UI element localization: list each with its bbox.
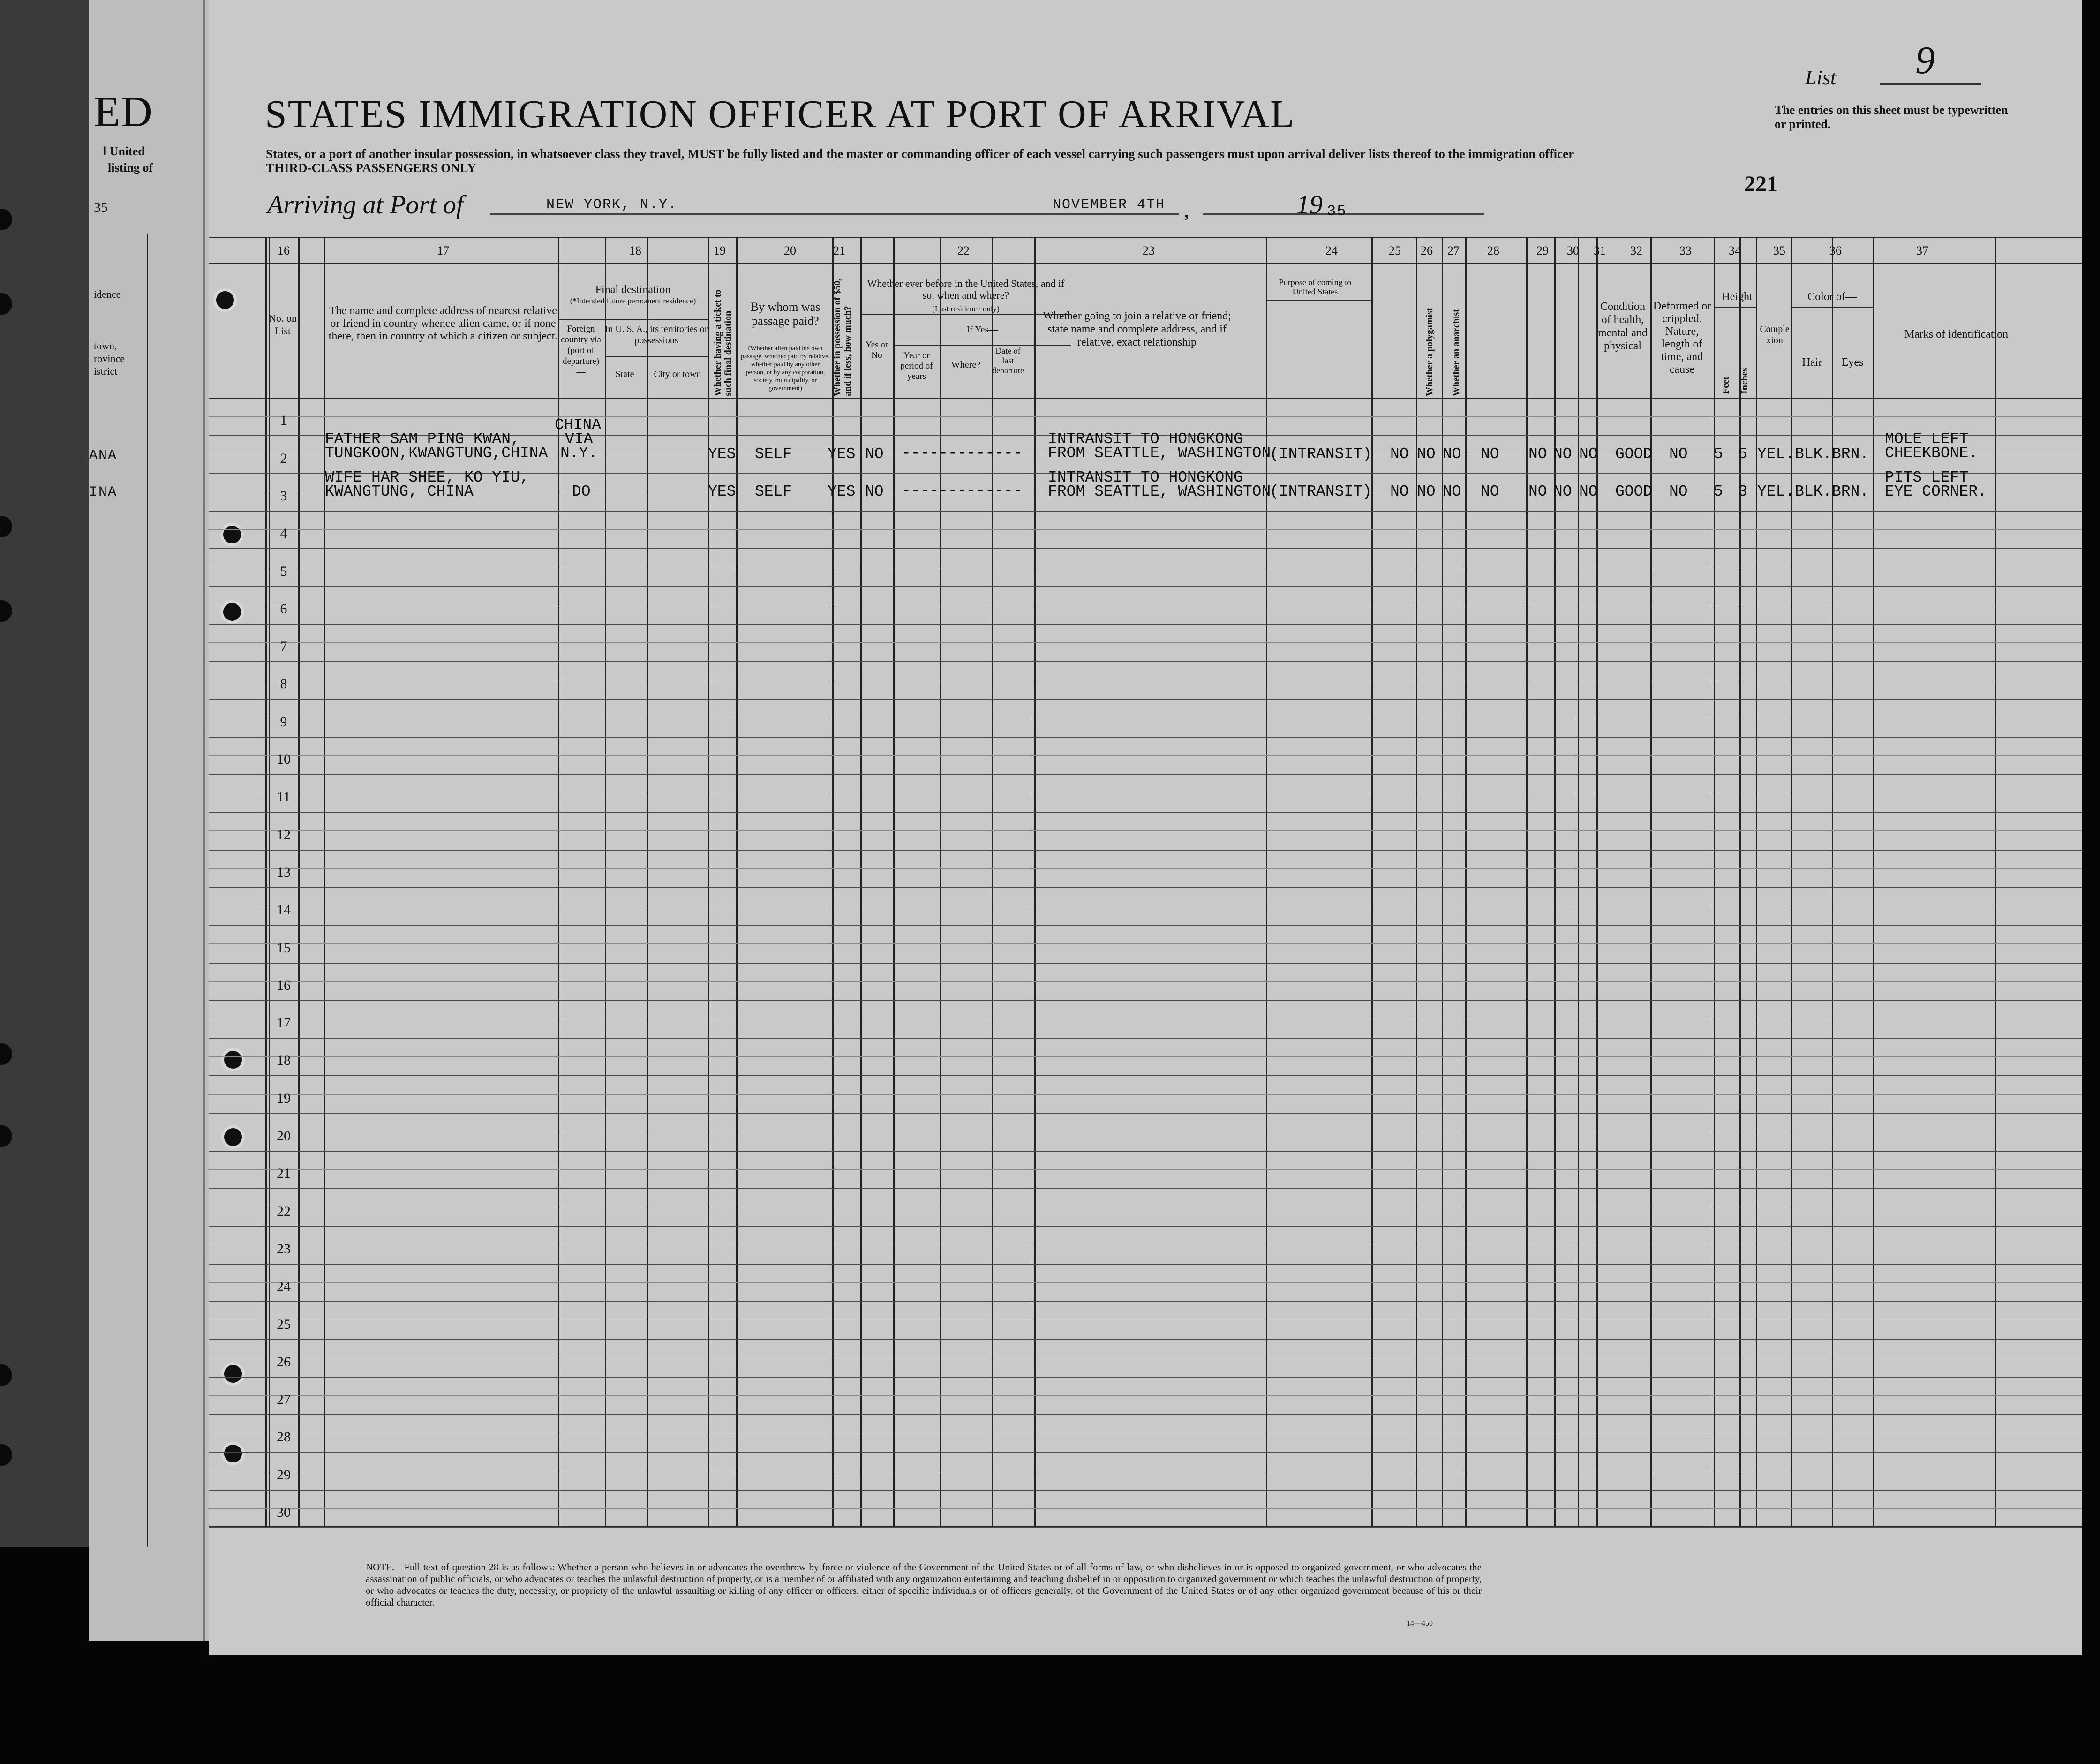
row-number: 6 — [280, 601, 287, 617]
c25-cell: NO — [1390, 445, 1409, 463]
row-number: 30 — [277, 1505, 291, 1520]
row-number: 11 — [277, 789, 291, 805]
header-where: Where? — [951, 360, 981, 370]
row-number: 1 — [280, 413, 287, 429]
via-cell: N.Y. — [560, 445, 598, 462]
column-rule — [860, 237, 862, 1526]
row-midrule — [209, 981, 2082, 982]
column-rule — [708, 237, 709, 1526]
port-line — [490, 213, 1179, 215]
ticket-cell: YES — [708, 445, 736, 463]
punch-hole — [221, 1125, 245, 1149]
money-cell: YES — [828, 483, 856, 500]
row-number: 16 — [277, 977, 291, 993]
punch-hole — [0, 1444, 12, 1466]
punch-hole — [221, 1048, 245, 1071]
c27-cell: NO — [1443, 483, 1461, 500]
marks-cell: PITS LEFT — [1885, 469, 1969, 486]
column-number: 28 — [1487, 244, 1499, 257]
stamp-number: 221 — [1744, 172, 1778, 196]
header-in-usa: In U. S. A., its territories or possessions — [605, 324, 708, 346]
column-rule — [1266, 237, 1267, 1526]
row-midrule — [209, 1508, 2082, 1509]
row-rule — [209, 774, 2082, 775]
header-height: Height — [1722, 291, 1753, 303]
column-rule — [1442, 237, 1443, 1526]
previous-page-edge — [89, 0, 211, 1641]
column-rule — [736, 237, 738, 1526]
row-number: 13 — [277, 864, 291, 880]
header-relative: The name and complete address of nearest relative or friend in country whence alien came, or if none there, then in country of which a citizen or subject. — [328, 305, 558, 342]
row-rule — [209, 925, 2082, 926]
row-rule — [209, 963, 2082, 964]
punch-hole — [221, 1362, 245, 1386]
fragment-text: l United — [103, 144, 145, 158]
column-rule — [269, 237, 270, 1526]
column-number: 18 — [629, 244, 641, 257]
punch-hole — [213, 288, 237, 312]
column-rule — [1554, 237, 1556, 1526]
fragment-text: listing of — [108, 161, 153, 174]
c25-cell: NO — [1390, 483, 1409, 500]
header-years: Year or period of years — [900, 351, 933, 381]
row-rule — [209, 1490, 2082, 1491]
column-number: 21 — [833, 244, 845, 257]
row-rule — [209, 699, 2082, 700]
header-date-departure: Date of last departure — [992, 346, 1024, 375]
row-number: 27 — [277, 1392, 291, 1408]
binding-strip — [0, 0, 89, 1547]
row-rule — [209, 1527, 2082, 1528]
fragment-text: town, — [94, 340, 117, 352]
row-rule — [209, 1377, 2082, 1378]
c30-cell: NO — [1553, 483, 1572, 500]
typewritten-note: The entries on this sheet must be typewritten or printed. — [1775, 103, 2008, 131]
colnum-divider — [209, 263, 2082, 264]
column-number: 32 — [1630, 244, 1642, 257]
header-yes-no: Yes or No — [865, 340, 888, 360]
row-number: 24 — [277, 1279, 291, 1295]
rule — [147, 234, 148, 1547]
header-ever-before: Whether ever before in the United States, and if so, when and where? — [867, 278, 1065, 301]
column-number: 25 — [1389, 244, 1401, 257]
header-final-destination: Final destination — [595, 284, 671, 296]
column-rule — [1832, 237, 1833, 1526]
row-rule — [209, 1075, 2082, 1076]
column-number: 26 — [1421, 244, 1433, 257]
row-midrule — [209, 755, 2082, 756]
header-final-destination-sub: (*Intended future permanent residence) — [570, 296, 696, 305]
joining-cell: INTRANSIT TO HONGKONG — [1048, 430, 1243, 448]
header-state: State — [615, 369, 634, 379]
eyes-cell: BRN. — [1832, 483, 1869, 500]
year-prefix: 19 — [1296, 190, 1323, 219]
condition-cell: GOOD — [1615, 483, 1653, 500]
fragment-text: INA — [89, 484, 118, 500]
money-cell: YES — [828, 445, 856, 463]
header-anarchist: Whether an anarchist — [1451, 309, 1461, 396]
row-rule — [209, 1113, 2082, 1114]
header-polygamist: Whether a polygamist — [1424, 308, 1435, 396]
row-midrule — [209, 1169, 2082, 1170]
feet-cell: 5 — [1714, 483, 1723, 500]
row-number: 18 — [277, 1053, 291, 1069]
row-rule — [209, 1038, 2082, 1039]
c31-cell: NO — [1579, 445, 1598, 463]
row-number: 17 — [277, 1015, 291, 1031]
column-rule — [1465, 237, 1467, 1526]
c28-cell: NO — [1481, 483, 1499, 500]
row-midrule — [209, 943, 2082, 944]
header-hair: Hair — [1802, 356, 1822, 369]
complexion-cell: YEL. — [1757, 445, 1795, 463]
date-value: NOVEMBER 4TH — [1053, 197, 1166, 213]
ticket-cell: YES — [708, 483, 736, 500]
column-rule — [1739, 237, 1741, 1526]
row-rule — [209, 1188, 2082, 1189]
purpose-cell: (INTRANSIT) — [1270, 445, 1372, 463]
row-rule — [209, 1339, 2082, 1340]
row-rule — [209, 850, 2082, 851]
header-divider — [209, 398, 2082, 399]
fragment-heading: ED — [94, 88, 153, 136]
header-condition: Condition of health, mental and physical — [1598, 301, 1648, 352]
manifest-sheet — [209, 0, 2082, 1655]
row-rule — [209, 1301, 2082, 1302]
header-no-on-list: No. on List — [269, 312, 297, 337]
c27-cell: NO — [1443, 445, 1461, 463]
c26-cell: NO — [1417, 445, 1436, 463]
column-rule — [1416, 237, 1417, 1526]
table-top-border — [209, 237, 2082, 238]
fragment-text: 35 — [94, 200, 108, 215]
header-feet: Feet — [1721, 377, 1731, 394]
header-joining: Whether going to join a relative or friend; state name and complete address, and if relative, exact relationship — [1043, 310, 1231, 348]
column-number: 19 — [714, 244, 726, 257]
row-midrule — [209, 830, 2082, 831]
marks-cell: EYE CORNER. — [1885, 483, 1987, 500]
list-number: 9 — [1915, 38, 1935, 82]
row-rule — [209, 887, 2082, 888]
row-rule — [209, 737, 2082, 738]
row-number: 28 — [277, 1429, 291, 1445]
header-subrule — [605, 356, 708, 357]
row-number: 15 — [277, 940, 291, 956]
column-number: 37 — [1916, 244, 1928, 257]
eyes-cell: BRN. — [1832, 445, 1869, 463]
year-suffix: 35 — [1327, 203, 1347, 220]
ever-before-cell: NO — [865, 483, 884, 500]
punch-hole — [220, 600, 244, 624]
header-if-yes: If Yes— — [966, 324, 998, 335]
column-rule — [298, 237, 300, 1526]
column-rule — [1714, 237, 1715, 1526]
footer-note: NOTE.—Full text of question 28 is as follows: Whether a person who believes in or advocates the overthrow by force or violence of the Government of the United States or of all forms of law, or who disbelieves in or is opposed to organized government, or who advocates the assassination of public officials, or who advocates or teaches the unlawful destruction of property, or is a member of or affiliated with any organization entertaining and teaching disbelief in or opposition to organized government or which teaches the unlawful destruction of property, or who advocates or teaches the duty, necessity, or propriety of the unlawful assaulting or killing of any officer or officers, either of specific individuals or of officers generally, of the Government of the United States or of any other organized government because of his or their official character. — [366, 1561, 1482, 1608]
paid-by-cell: SELF — [755, 445, 792, 463]
column-rule — [1791, 237, 1792, 1526]
fragment-text: rovince — [94, 353, 125, 364]
row-rule — [209, 1264, 2082, 1265]
row-number: 4 — [280, 526, 287, 542]
column-rule — [1873, 237, 1874, 1526]
relative-cell: FATHER SAM PING KWAN, — [325, 430, 520, 448]
row-rule — [209, 1151, 2082, 1152]
c31-cell: NO — [1579, 483, 1598, 500]
page-title: STATES IMMIGRATION OFFICER AT PORT OF ARRIVAL — [265, 92, 1295, 136]
row-number: 25 — [277, 1316, 291, 1332]
header-passage-paid-sub: (Whether alien paid his own passage, whether paid by relative, whether paid by any other person, or by any corporation, society, municipality, or government) — [741, 345, 830, 392]
row-number: 20 — [277, 1128, 291, 1144]
row-rule — [209, 586, 2082, 587]
row-midrule — [209, 1056, 2082, 1057]
row-number: 23 — [277, 1241, 291, 1257]
header-city: City or town — [654, 369, 701, 379]
list-underline — [1880, 83, 1981, 85]
deformed-cell: NO — [1669, 483, 1688, 500]
column-rule — [832, 237, 834, 1526]
row-rule — [209, 624, 2082, 625]
row-number: 22 — [277, 1203, 291, 1219]
row-number: 29 — [277, 1467, 291, 1483]
inches-cell: 3 — [1738, 483, 1747, 500]
deformed-cell: NO — [1669, 445, 1688, 463]
punch-hole — [0, 1125, 12, 1147]
list-label: List — [1805, 66, 1837, 89]
header-deformed: Deformed or crippled. Nature, length of time, and cause — [1653, 300, 1711, 376]
column-rule — [1756, 237, 1757, 1526]
marks-cell: MOLE LEFT — [1885, 430, 1969, 448]
row-midrule — [209, 1282, 2082, 1283]
punch-hole — [0, 1043, 12, 1065]
fragment-text: ANA — [89, 448, 118, 464]
column-number: 33 — [1679, 244, 1692, 257]
column-rule — [1596, 237, 1598, 1526]
c29-cell: NO — [1528, 445, 1547, 463]
header-subrule — [558, 319, 708, 320]
row-number: 12 — [277, 827, 291, 843]
c28-cell: NO — [1481, 445, 1499, 463]
header-subrule — [1266, 300, 1371, 301]
fragment-text: istrict — [94, 365, 118, 377]
column-rule — [1650, 237, 1652, 1526]
port-value: NEW YORK, N.Y. — [546, 197, 678, 213]
fragment-text: idence — [94, 288, 121, 300]
paid-by-cell: SELF — [755, 483, 792, 500]
joining-cell: FROM SEATTLE, WASHINGTON — [1048, 445, 1271, 462]
row-number: 3 — [280, 488, 287, 504]
column-number: 35 — [1773, 244, 1785, 257]
class-line: THIRD-CLASS PASSENGERS ONLY — [266, 161, 476, 175]
header-purpose: Purpose of coming to United States — [1279, 278, 1352, 296]
punch-hole — [0, 1364, 12, 1386]
relative-cell: TUNGKOON,KWANGTUNG,CHINA — [325, 445, 548, 462]
row-number: 21 — [277, 1166, 291, 1182]
marks-cell: CHEEKBONE. — [1885, 445, 1978, 462]
column-rule — [1371, 237, 1373, 1526]
joining-cell: FROM SEATTLE, WASHINGTON — [1048, 483, 1271, 500]
punch-hole — [0, 293, 12, 315]
punch-hole — [220, 523, 244, 546]
column-number: 23 — [1143, 244, 1155, 257]
dash-cell: ------------- — [902, 482, 1023, 499]
hair-cell: BLK. — [1795, 483, 1832, 500]
column-rule — [893, 237, 895, 1526]
header-marks: Marks of identification — [1904, 328, 2009, 340]
punch-hole — [0, 600, 12, 622]
punch-hole — [0, 209, 12, 230]
header-inches: Inches — [1739, 368, 1750, 394]
row-number: 5 — [280, 563, 287, 579]
header-foreign-country: Foreign country via (port of departure)— — [560, 324, 601, 377]
row-midrule — [209, 1094, 2082, 1095]
form-number: 14—450 — [1407, 1620, 1433, 1628]
punch-hole — [0, 516, 12, 537]
row-midrule — [209, 416, 2082, 417]
c30-cell: NO — [1553, 445, 1572, 463]
row-number: 26 — [277, 1354, 291, 1370]
relative-cell: KWANGTUNG, CHINA — [325, 483, 474, 500]
column-rule — [940, 237, 941, 1526]
row-number: 14 — [277, 902, 291, 918]
row-rule — [209, 548, 2082, 549]
column-number: 27 — [1447, 244, 1460, 257]
row-rule — [209, 1414, 2082, 1415]
via-cell: DO — [572, 483, 591, 500]
purpose-cell: (INTRANSIT) — [1270, 483, 1372, 500]
column-number: 22 — [957, 244, 970, 257]
row-midrule — [209, 868, 2082, 869]
row-number: 7 — [280, 639, 287, 655]
c29-cell: NO — [1528, 483, 1547, 500]
ever-before-cell: NO — [865, 445, 884, 463]
column-rule — [265, 237, 267, 1526]
column-rule — [992, 237, 993, 1526]
row-rule — [209, 1000, 2082, 1001]
header-possession: Whether in possession of $50, and if less, how much? — [832, 278, 853, 396]
column-number: 24 — [1325, 244, 1338, 257]
column-rule — [605, 237, 606, 1526]
header-subrule — [1714, 307, 1756, 308]
header-eyes: Eyes — [1841, 356, 1864, 369]
c26-cell: NO — [1417, 483, 1436, 500]
column-number: 36 — [1829, 244, 1842, 257]
relative-cell: WIFE HAR SHEE, KO YIU, — [325, 469, 529, 486]
joining-cell: INTRANSIT TO HONGKONG — [1048, 469, 1243, 486]
header-subrule — [1791, 307, 1873, 308]
column-number: 20 — [784, 244, 796, 257]
column-rule — [1034, 237, 1036, 1526]
column-rule — [647, 237, 648, 1526]
arriving-label: Arriving at Port of — [267, 190, 464, 219]
row-number: 19 — [277, 1090, 291, 1106]
row-rule — [209, 1452, 2082, 1453]
row-rule — [209, 812, 2082, 813]
hair-cell: BLK. — [1795, 445, 1832, 463]
header-color-of: Color of— — [1807, 291, 1857, 303]
column-number: 16 — [278, 244, 290, 257]
row-number: 8 — [280, 676, 287, 692]
header-ticket: Whether having a ticket to such final destination — [713, 289, 733, 396]
row-midrule — [209, 642, 2082, 643]
column-rule — [1995, 237, 1996, 1526]
complexion-cell: YEL. — [1757, 483, 1795, 500]
row-rule — [209, 661, 2082, 662]
via-cell: VIA — [565, 430, 593, 448]
column-number: 30 — [1567, 244, 1579, 257]
row-number: 10 — [277, 752, 291, 767]
row-rule — [209, 511, 2082, 512]
column-rule — [1578, 237, 1579, 1526]
column-number: 29 — [1536, 244, 1549, 257]
header-complexion: Complexion — [1760, 324, 1790, 346]
condition-cell: GOOD — [1615, 445, 1653, 463]
row-midrule — [209, 1395, 2082, 1396]
punch-hole — [221, 1442, 245, 1465]
column-number: 31 — [1594, 244, 1606, 257]
inches-cell: 5 — [1738, 445, 1747, 463]
row-number: 2 — [280, 450, 287, 466]
column-number: 17 — [437, 244, 449, 257]
dash-cell: ------------- — [902, 445, 1023, 462]
column-rule — [1526, 237, 1528, 1526]
header-ever-before-sub: (Last residence only) — [932, 304, 1000, 313]
instruction-text: States, or a port of another insular possession, in whatsoever class they travel, MUST be fully listed and the master or commanding officer of each vessel carrying such passengers must upon arrival deliver lists thereof to the immigration officer — [266, 147, 1574, 161]
via-cell: CHINA — [555, 416, 602, 434]
column-number: 34 — [1729, 244, 1741, 257]
rule — [203, 0, 205, 1641]
row-midrule — [209, 529, 2082, 530]
feet-cell: 5 — [1714, 445, 1723, 463]
header-passage-paid: By whom was passage paid? — [750, 300, 820, 328]
row-number: 9 — [280, 714, 287, 730]
row-rule — [209, 1226, 2082, 1227]
comma: , — [1184, 197, 1189, 222]
